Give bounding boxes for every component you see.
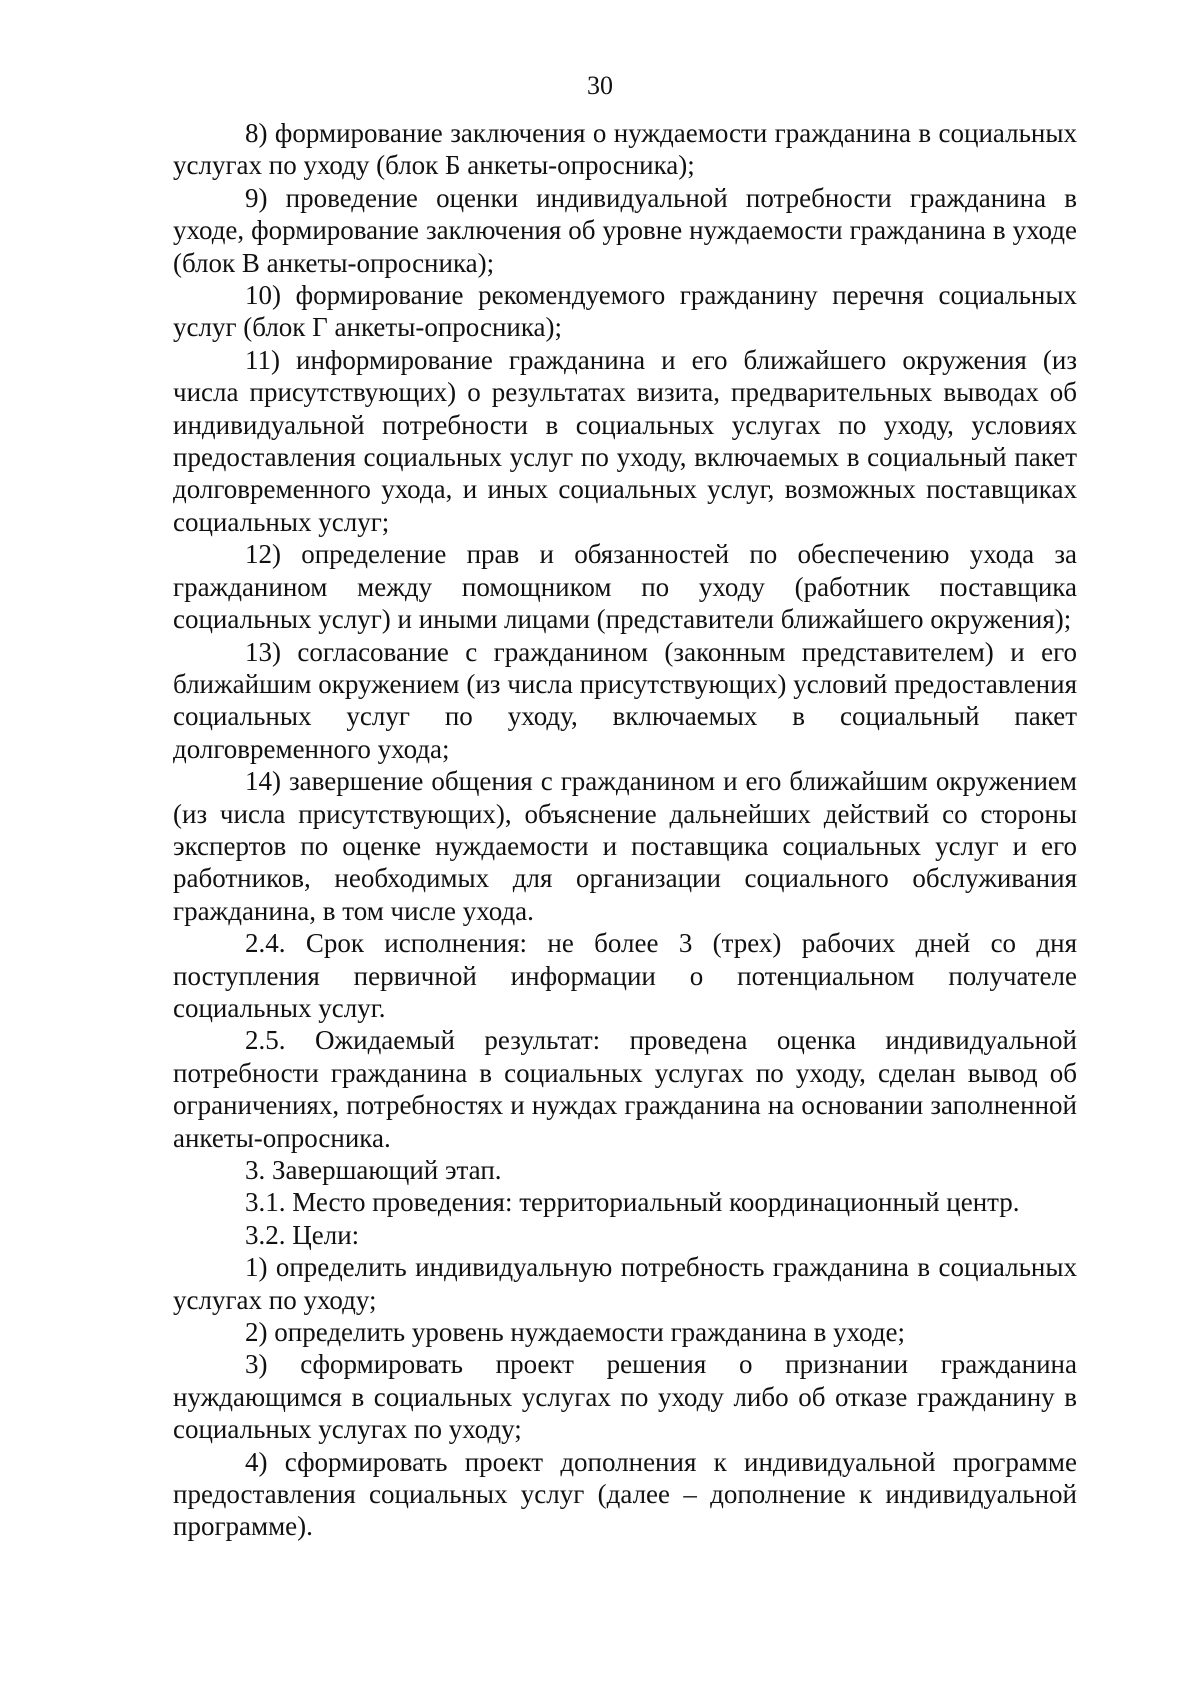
list-item-11-paragraph: 11) информирование гражданина и его ближайшего окружения (из числа присутствующих) о результатах визита, предварительных выводах об индивидуальной потребности в социальных услугах по уходу, условиях предоставления социальных услуг по уходу, включаемых в социальный пакет долговременного ухода, и иных социальных услуг, возможных поставщиках социальных услуг;	[173, 344, 1077, 537]
list-item-14-paragraph: 14) завершение общения с гражданином и его ближайшим окружением (из числа присутствующих), объяснение дальнейших действий со стороны экспертов по оценке нуждаемости и поставщика социальных услуг и его работников, необходимых для организации социального обслуживания гражданина, в том числе ухода.	[173, 766, 1077, 926]
section-2-5-result-paragraph: 2.5. Ожидаемый результат: проведена оценка индивидуальной потребности гражданина в социальных услугах по уходу, сделан вывод об ограничениях, потребностях и нуждах гражданина на основании заполненной анкеты-опросника.	[173, 1025, 1077, 1153]
goal-3-paragraph: 3) сформировать проект решения о признании гражданина нуждающимся в социальных услугах по уходу либо об отказе гражданину в социальных услугах по уходу;	[173, 1349, 1077, 1445]
document-body	[173, 117, 1077, 1543]
goal-1-paragraph: 1) определить индивидуальную потребность гражданина в социальных услугах по уходу;	[173, 1252, 1077, 1315]
list-item-13-paragraph: 13) согласование с гражданином (законным представителем) и его ближайшим окружением (из числа присутствующих) условий предоставления социальных услуг по уходу, включаемых в социальный пакет долговременного ухода;	[173, 636, 1077, 764]
list-item-8-paragraph: 8) формирование заключения о нуждаемости гражданина в социальных услугах по уходу (блок Б анкеты-опросника);	[173, 118, 1077, 181]
list-item-9-paragraph: 9) проведение оценки индивидуальной потребности гражданина в уходе, формирование заключения об уровне нуждаемости гражданина в уходе (блок В анкеты-опросника);	[173, 182, 1077, 278]
section-3-heading-paragraph: 3. Завершающий этап.	[245, 1155, 502, 1185]
section-2-4-deadline-paragraph: 2.4. Срок исполнения: не более 3 (трех) рабочих дней со дня поступления первичной информации о потенциальном получателе социальных услуг.	[173, 928, 1077, 1023]
section-3-1-place-paragraph: 3.1. Место проведения: территориальный координационный центр.	[245, 1187, 1020, 1218]
list-item-10-paragraph: 10) формирование рекомендуемого гражданину перечня социальных услуг (блок Г анкеты-опросника);	[173, 280, 1077, 343]
section-3-2-goals-paragraph: 3.2. Цели:	[245, 1219, 360, 1250]
goal-4-paragraph: 4) сформировать проект дополнения к индивидуальной программе предоставления социальных услуг (далее – дополнение к индивидуальной программе).	[173, 1446, 1077, 1542]
page-number: 30	[587, 71, 613, 100]
list-item-12-paragraph: 12) определение прав и обязанностей по обеспечению ухода за гражданином между помощником по уходу (работник поставщика социальных услуг) и иными лицами (представители ближайшего окружения);	[173, 539, 1077, 635]
goal-2-paragraph: 2) определить уровень нуждаемости гражданина в уходе;	[245, 1317, 906, 1348]
